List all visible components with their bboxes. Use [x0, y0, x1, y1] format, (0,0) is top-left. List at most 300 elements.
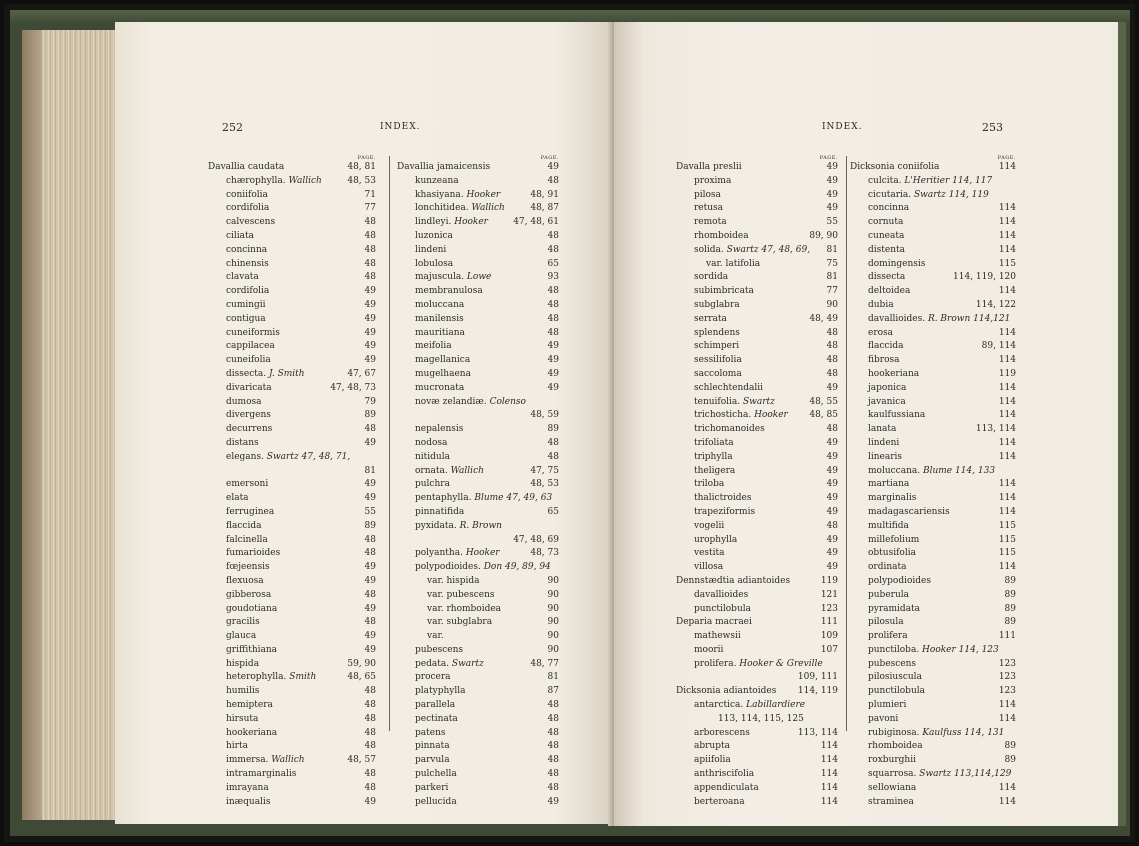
entry-pages: 123 [998, 658, 1016, 669]
entry-term: schlechtendalii [694, 382, 763, 393]
index-entry [676, 768, 838, 782]
entry-pages: 114 [998, 396, 1016, 407]
index-entry [397, 409, 559, 423]
entry-term: polyantha. Hooker [415, 548, 500, 559]
entry-term: ciliata [226, 230, 255, 241]
entry-term: contigua [226, 313, 266, 324]
entry-pages: 89 [1004, 589, 1016, 600]
entry-term: parkeri [415, 782, 449, 793]
index-column [397, 155, 559, 809]
index-entry [850, 506, 1016, 520]
index-entry [676, 354, 838, 368]
entry-term: ordinata [868, 562, 907, 573]
index-entry [850, 230, 1016, 244]
index-entry [850, 368, 1016, 382]
index-entry [676, 409, 838, 423]
index-entry [208, 616, 376, 630]
entry-pages: 49 [826, 175, 838, 186]
index-entry [850, 258, 1016, 272]
index-entry [676, 671, 838, 685]
entry-pages: 114 [998, 796, 1016, 807]
entry-term: moorii [694, 644, 724, 655]
index-entry [397, 492, 559, 506]
index-entry [397, 327, 559, 341]
entry-pages: 65 [547, 258, 559, 269]
entry-term: trichosticha. Hooker [694, 410, 788, 421]
index-entry [850, 175, 1016, 189]
entry-term: distans [226, 437, 259, 448]
entry-pages: 48 [826, 424, 838, 435]
index-entry [676, 382, 838, 396]
entry-pages: 75 [826, 258, 838, 269]
index-entry [397, 727, 559, 741]
entry-pages: 123 [998, 672, 1016, 683]
index-entry [397, 189, 559, 203]
entry-pages: 77 [826, 286, 838, 297]
index-entry [850, 354, 1016, 368]
index-entry [208, 451, 376, 465]
index-column [208, 155, 376, 809]
entry-term: sellowiana [868, 782, 917, 793]
index-entry [850, 189, 1016, 203]
index-entry [397, 161, 559, 175]
entry-term: sessilifolia [694, 355, 742, 366]
entry-term: var. rhomboidea [427, 603, 502, 614]
entry-term: millefolium [868, 534, 920, 545]
entry-term: deltoidea [868, 286, 911, 297]
entry-pages: 89, 90 [809, 230, 838, 241]
entry-pages: 49 [364, 355, 376, 366]
entry-term: retusa [694, 203, 724, 214]
entry-pages: 49 [547, 368, 559, 379]
entry-pages: 48 [364, 769, 376, 780]
entry-pages: 49 [364, 437, 376, 448]
page-column-label: PAGE. [540, 155, 559, 161]
index-entry [397, 713, 559, 727]
index-entry [208, 644, 376, 658]
index-entry [676, 271, 838, 285]
index-entry [208, 340, 376, 354]
index-entry [397, 396, 559, 410]
entry-term: multifida [868, 520, 909, 531]
entry-pages: 55 [364, 506, 376, 517]
entry-pages: 114 [998, 700, 1016, 711]
entry-pages: 49 [547, 162, 559, 172]
index-entry [208, 547, 376, 561]
index-entry [397, 685, 559, 699]
entry-term: flaccida [226, 520, 262, 531]
index-entry [397, 258, 559, 272]
index-entry [676, 230, 838, 244]
entry-pages: 114 [998, 203, 1016, 214]
entry-term: kaulfussiana [868, 410, 926, 421]
index-entry [208, 368, 376, 382]
index-entry [850, 327, 1016, 341]
index-entry [676, 161, 838, 175]
entry-pages: 49 [364, 286, 376, 297]
entry-term: fumarioides [226, 548, 281, 559]
index-entry [850, 713, 1016, 727]
entry-pages: 49 [826, 382, 838, 393]
index-entry [676, 547, 838, 561]
entry-pages: 81 [826, 272, 838, 283]
entry-term: martiana [868, 479, 910, 490]
index-entry [850, 685, 1016, 699]
entry-term: pectinata [415, 713, 458, 724]
index-entry [850, 782, 1016, 796]
entry-pages: 49 [826, 534, 838, 545]
entry-pages: 48, 53 [530, 479, 559, 490]
entry-term: dissecta [868, 272, 906, 283]
entry-term: tenuifolia. Swartz [694, 396, 775, 407]
index-entry [397, 230, 559, 244]
entry-term: pilosa [694, 189, 721, 200]
index-entry [208, 202, 376, 216]
index-entry [208, 520, 376, 534]
entry-term: cicutaria. Swartz 114, 119 [868, 189, 989, 200]
entry-term: hirsuta [226, 713, 259, 724]
index-entry [208, 409, 376, 423]
entry-pages: 90 [547, 589, 559, 600]
index-entry [850, 396, 1016, 410]
entry-pages: 48, 81 [347, 162, 376, 172]
index-entry [676, 327, 838, 341]
index-entry [208, 713, 376, 727]
entry-pages: 114, 122 [975, 299, 1016, 310]
entry-term: parvula [415, 755, 450, 766]
index-entry [208, 589, 376, 603]
entry-term: hookeriana [226, 727, 278, 738]
index-entry [676, 782, 838, 796]
index-entry [208, 354, 376, 368]
index-entry [397, 796, 559, 810]
index-entry [676, 506, 838, 520]
entry-term: hispida [226, 658, 260, 669]
column-rule [389, 156, 390, 731]
entry-pages: 114 [820, 796, 838, 807]
index-entry [397, 368, 559, 382]
entry-term: membranulosa [415, 286, 483, 297]
index-entry [397, 478, 559, 492]
index-entry [208, 768, 376, 782]
entry-term: rhomboidea [868, 741, 923, 752]
index-entry [676, 589, 838, 603]
entry-pages: 55 [826, 217, 838, 228]
index-entry [397, 561, 559, 575]
index-entry [208, 299, 376, 313]
entry-pages: 107 [820, 644, 838, 655]
index-entry [397, 285, 559, 299]
index-entry [676, 685, 838, 699]
index-entry [397, 423, 559, 437]
entry-term: hookeriana [868, 368, 920, 379]
index-entry [208, 658, 376, 672]
entry-pages: 48 [364, 782, 376, 793]
entry-pages: 48, 57 [347, 755, 376, 766]
index-entry [676, 658, 838, 672]
index-entry [208, 216, 376, 230]
entry-term: davallioides. R. Brown 114,121 [868, 313, 1011, 324]
index-entry [850, 202, 1016, 216]
entry-term: Deparia macraei [676, 617, 752, 628]
entry-term: distenta [868, 244, 905, 255]
entry-term: proxima [694, 175, 732, 186]
entry-term: triphylla [694, 451, 733, 462]
entry-pages: 114 [998, 244, 1016, 255]
entry-term: calvescens [226, 217, 276, 228]
entry-pages: 49 [826, 465, 838, 476]
entry-term: khasiyana. Hooker [415, 189, 501, 200]
entry-term: intramarginalis [226, 769, 297, 780]
entry-term: javanica [868, 396, 906, 407]
entry-term: hemiptera [226, 700, 273, 711]
entry-term: novæ zelandiæ. Colenso [415, 396, 526, 407]
entry-pages: 49 [826, 506, 838, 517]
entry-pages: 81 [547, 672, 559, 683]
index-entry [850, 727, 1016, 741]
entry-term: Dicksonia coniifolia [850, 162, 940, 172]
entry-term: davallioides [694, 589, 749, 600]
entry-pages: 48 [826, 368, 838, 379]
index-entry [397, 699, 559, 713]
entry-pages: 89 [1004, 741, 1016, 752]
entry-term: pellucida [415, 796, 457, 807]
index-entry [208, 382, 376, 396]
entry-pages: 49 [826, 548, 838, 559]
entry-pages: 114 [998, 493, 1016, 504]
entry-term: lindeni [868, 437, 900, 448]
index-entry [850, 740, 1016, 754]
entry-pages: 47, 48, 73 [330, 382, 376, 393]
entry-term: parallela [415, 700, 456, 711]
index-entry [397, 175, 559, 189]
entry-pages: 48 [364, 534, 376, 545]
entry-pages: 48 [826, 355, 838, 366]
entry-pages: 114 [820, 769, 838, 780]
entry-pages: 114 [820, 755, 838, 766]
entry-pages: 113, 114 [975, 424, 1016, 435]
index-entry [208, 796, 376, 810]
entry-pages: 49 [364, 575, 376, 586]
entry-term: squarrosa. Swartz 113,114,129 [868, 769, 1012, 780]
index-entry [208, 285, 376, 299]
column-rule [846, 156, 847, 731]
entry-term: domingensis [868, 258, 926, 269]
index-entry [397, 630, 559, 644]
entry-pages: 48 [547, 782, 559, 793]
entry-pages: 59, 90 [347, 658, 376, 669]
entry-term: Davallia caudata [208, 162, 285, 172]
entry-pages: 111 [998, 631, 1016, 642]
page-edges-shadow [22, 30, 42, 820]
entry-pages: 49 [364, 493, 376, 504]
index-entry [397, 768, 559, 782]
entry-pages: 48 [364, 686, 376, 697]
entry-pages: 121 [820, 589, 838, 600]
entry-term: chærophylla. Wallich [226, 175, 322, 186]
index-entry [208, 754, 376, 768]
index-entry [397, 451, 559, 465]
index-entry [850, 796, 1016, 810]
entry-pages: 48 [547, 437, 559, 448]
entry-term: abrupta [694, 741, 730, 752]
entry-term: concinna [868, 203, 910, 214]
entry-term: punctilobula [694, 603, 751, 614]
entry-term: pilosula [868, 617, 904, 628]
entry-pages: 114 [998, 355, 1016, 366]
index-entry [397, 782, 559, 796]
left-page [115, 22, 615, 824]
index-entry [208, 699, 376, 713]
entry-pages: 89 [547, 424, 559, 435]
index-entry [208, 465, 376, 479]
entry-term: moluccana. Blume 114, 133 [868, 465, 996, 476]
index-entry [208, 534, 376, 548]
entry-pages: 48 [364, 727, 376, 738]
index-entry [850, 520, 1016, 534]
index-entry [676, 644, 838, 658]
entry-term: pulchella [415, 769, 457, 780]
entry-pages: 81 [826, 244, 838, 255]
entry-term: urophylla [694, 534, 738, 545]
entry-term: dumosa [226, 396, 262, 407]
entry-term: sordida [694, 272, 729, 283]
entry-term: thalictroides [694, 493, 752, 504]
running-header: INDEX. [822, 122, 863, 132]
entry-pages: 47, 67 [347, 368, 376, 379]
entry-pages: 48 [826, 520, 838, 531]
index-entry [850, 492, 1016, 506]
entry-term: roxburghii [868, 755, 916, 766]
index-entry [397, 534, 559, 548]
entry-pages: 48, 53 [347, 175, 376, 186]
entry-pages: 114 [998, 479, 1016, 490]
entry-term: villosa [694, 562, 724, 573]
entry-term: trapeziformis [694, 506, 756, 517]
entry-term: straminea [868, 796, 914, 807]
index-entry [397, 382, 559, 396]
entry-term: cumingii [226, 299, 266, 310]
entry-term: heterophylla. Smith [226, 672, 317, 683]
entry-pages: 48 [364, 617, 376, 628]
entry-term: elegans. Swartz 47, 48, 71, [226, 451, 351, 462]
entry-term: imrayana [226, 782, 269, 793]
index-entry [397, 547, 559, 561]
index-entry [208, 175, 376, 189]
entry-term: remota [694, 217, 727, 228]
entry-term: cuneiformis [226, 327, 280, 338]
entry-term: ornata. Wallich [415, 465, 484, 476]
entry-term: vogelii [694, 520, 725, 531]
index-entry [397, 740, 559, 754]
entry-term: falcinella [226, 534, 268, 545]
entry-term: 113, 114, 115, 125 [718, 713, 804, 724]
index-entry [397, 437, 559, 451]
entry-term: elata [226, 493, 249, 504]
entry-pages: 48 [364, 741, 376, 752]
entry-term: var. pubescens [427, 589, 495, 600]
entry-pages: 89 [364, 410, 376, 421]
index-entry [397, 244, 559, 258]
entry-term: cordifolia [226, 286, 270, 297]
entry-term: saccoloma [694, 368, 742, 379]
index-entry [676, 478, 838, 492]
entry-term: nepalensis [415, 424, 464, 435]
entry-term: pinnata [415, 741, 450, 752]
entry-term: var. hispida [427, 575, 480, 586]
index-entry [397, 202, 559, 216]
index-entry [397, 616, 559, 630]
book [10, 10, 1130, 836]
entry-pages: 48 [364, 230, 376, 241]
entry-pages: 49 [826, 162, 838, 172]
index-entry [397, 313, 559, 327]
index-entry [208, 230, 376, 244]
index-entry [850, 561, 1016, 575]
entry-pages: 119 [820, 575, 838, 586]
entry-pages: 89 [364, 520, 376, 531]
entry-pages: 123 [998, 686, 1016, 697]
entry-pages: 48, 55 [809, 396, 838, 407]
entry-pages: 49 [364, 631, 376, 642]
entry-pages: 48 [547, 230, 559, 241]
entry-pages: 115 [998, 548, 1016, 559]
entry-term: pulchra [415, 479, 450, 490]
index-entry [850, 216, 1016, 230]
index-entry [208, 685, 376, 699]
index-entry [208, 506, 376, 520]
entry-pages: 114 [998, 327, 1016, 338]
entry-term: theligera [694, 465, 736, 476]
index-entry [850, 437, 1016, 451]
index-entry [676, 244, 838, 258]
index-entry [850, 754, 1016, 768]
entry-pages: 93 [547, 272, 559, 283]
index-entry [676, 603, 838, 617]
index-entry [850, 699, 1016, 713]
entry-term: majuscula. Lowe [415, 272, 492, 283]
entry-term: divaricata [226, 382, 272, 393]
entry-term: schimperi [694, 341, 740, 352]
entry-pages: 90 [547, 603, 559, 614]
entry-term: cordifolia [226, 203, 270, 214]
index-entry [208, 603, 376, 617]
entry-pages: 111 [820, 617, 838, 628]
entry-pages: 123 [820, 603, 838, 614]
index-entry [676, 299, 838, 313]
entry-pages: 115 [998, 520, 1016, 531]
entry-pages: 49 [364, 644, 376, 655]
index-entry [397, 589, 559, 603]
entry-term: procera [415, 672, 451, 683]
entry-term: lindleyi. Hooker [415, 217, 488, 228]
index-entry [850, 299, 1016, 313]
index-entry [676, 699, 838, 713]
entry-pages: 49 [547, 796, 559, 807]
index-entry [850, 589, 1016, 603]
index-entry [208, 396, 376, 410]
entry-pages: 48 [364, 548, 376, 559]
entry-term: culcita. L'Heritier 114, 117 [868, 175, 993, 186]
index-entry [208, 313, 376, 327]
index-entry [850, 382, 1016, 396]
index-entry [850, 340, 1016, 354]
entry-pages: 49 [364, 341, 376, 352]
index-entry [676, 216, 838, 230]
index-entry [397, 671, 559, 685]
entry-term: japonica [868, 382, 907, 393]
entry-pages: 114, 119 [797, 686, 838, 697]
